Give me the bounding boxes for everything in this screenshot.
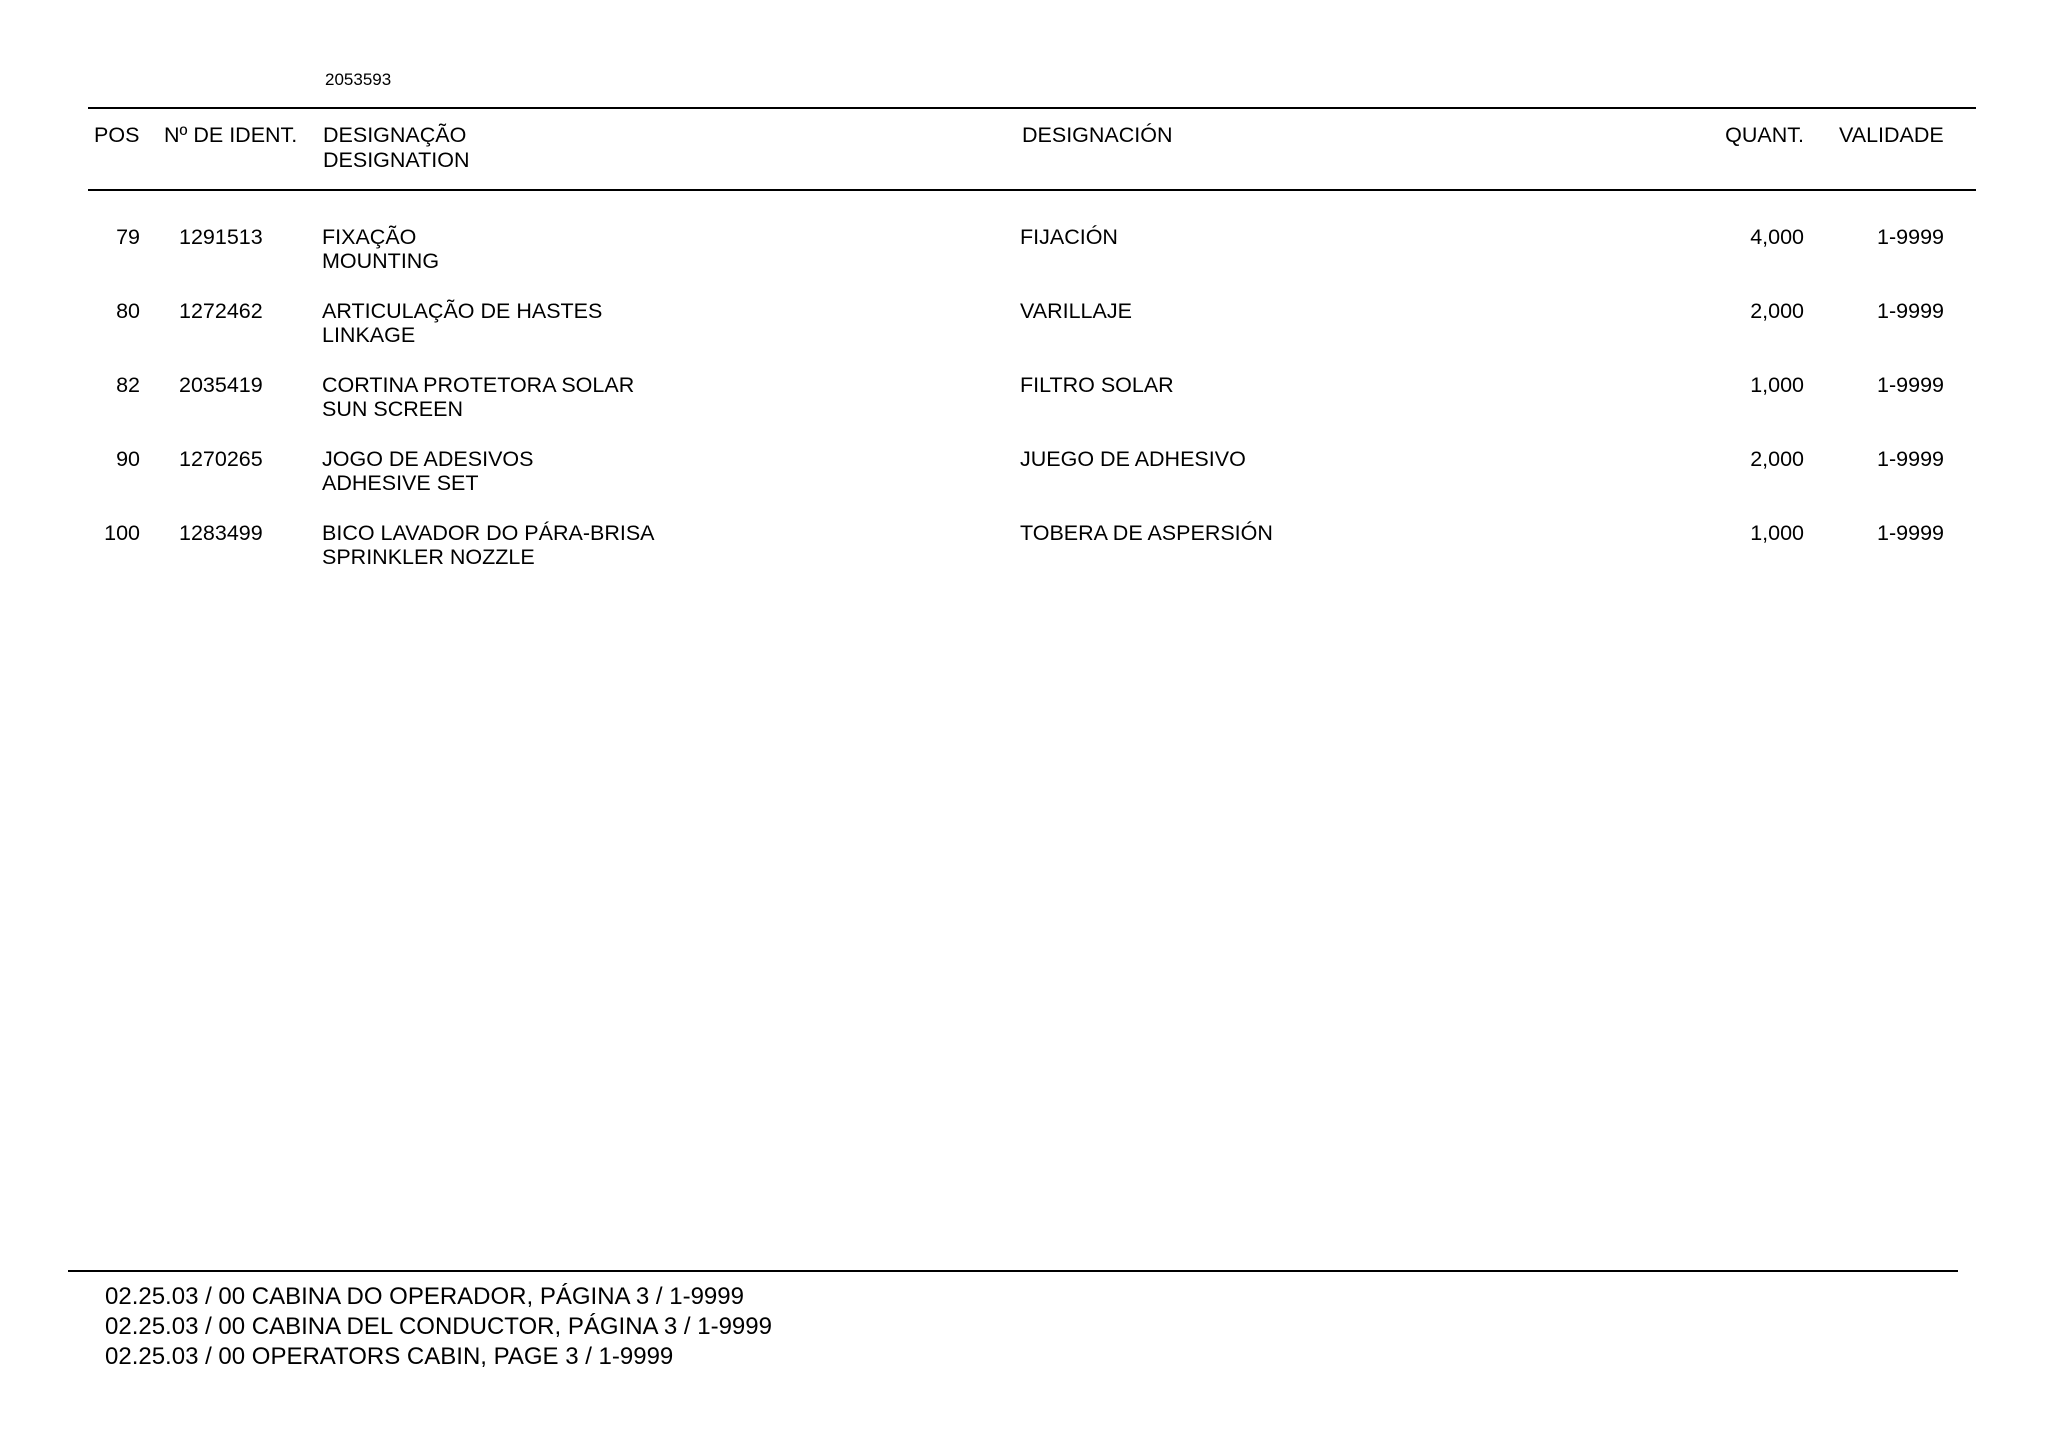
row-designation-pt: CORTINA PROTETORA SOLAR xyxy=(322,373,635,397)
row-pos: 100 xyxy=(104,521,140,545)
footer-line-en: 02.25.03 / 00 OPERATORS CABIN, PAGE 3 / 1-9999 xyxy=(105,1343,674,1370)
row-ident: 2035419 xyxy=(179,373,263,397)
row-pos: 79 xyxy=(116,225,140,249)
header-designation-pt: DESIGNAÇÃO xyxy=(323,123,467,147)
row-designation-en: MOUNTING xyxy=(322,249,440,273)
row-quantity: 4,000 xyxy=(1750,225,1804,249)
row-designation-en: ADHESIVE SET xyxy=(322,471,479,495)
row-ident: 1270265 xyxy=(179,447,263,471)
row-pos: 80 xyxy=(116,299,140,323)
table-row xyxy=(0,225,2048,299)
row-designation-pt: BICO LAVADOR DO PÁRA-BRISA xyxy=(322,521,655,545)
header-top-divider xyxy=(88,107,1976,109)
header-ident: Nº DE IDENT. xyxy=(164,123,298,147)
header-designation xyxy=(323,123,470,173)
row-quantity: 2,000 xyxy=(1750,447,1804,471)
row-quantity: 2,000 xyxy=(1750,299,1804,323)
header-designation-en: DESIGNATION xyxy=(323,148,470,172)
row-ident: 1272462 xyxy=(179,299,263,323)
row-designation-en: SPRINKLER NOZZLE xyxy=(322,545,535,569)
row-designation-es: JUEGO DE ADHESIVO xyxy=(1020,447,1246,471)
row-validity: 1-9999 xyxy=(1877,225,1944,249)
row-pos: 82 xyxy=(116,373,140,397)
row-pos: 90 xyxy=(116,447,140,471)
row-designation-es: FIJACIÓN xyxy=(1020,225,1118,249)
header-pos: POS xyxy=(94,123,140,147)
header-quantity: QUANT. xyxy=(1725,123,1804,147)
row-designation-pt: JOGO DE ADESIVOS xyxy=(322,447,534,471)
row-designation-pt: FIXAÇÃO xyxy=(322,225,417,249)
header-bottom-divider xyxy=(88,189,1976,191)
table-row xyxy=(0,299,2048,373)
header-validity: VALIDADE xyxy=(1839,123,1944,147)
row-ident: 1291513 xyxy=(179,225,263,249)
table-row xyxy=(0,447,2048,521)
row-designation-es: FILTRO SOLAR xyxy=(1020,373,1174,397)
document-number: 2053593 xyxy=(325,70,392,89)
table-row xyxy=(0,373,2048,447)
row-designation-en: LINKAGE xyxy=(322,323,416,347)
header-designation-es: DESIGNACIÓN xyxy=(1022,123,1173,147)
row-quantity: 1,000 xyxy=(1750,373,1804,397)
row-designation-pt: ARTICULAÇÃO DE HASTES xyxy=(322,299,603,323)
row-validity: 1-9999 xyxy=(1877,373,1944,397)
row-validity: 1-9999 xyxy=(1877,299,1944,323)
row-validity: 1-9999 xyxy=(1877,447,1944,471)
row-designation-en: SUN SCREEN xyxy=(322,397,463,421)
table-row xyxy=(0,521,2048,595)
footer-line-pt: 02.25.03 / 00 CABINA DO OPERADOR, PÁGINA 3 / 1-9999 xyxy=(105,1283,744,1310)
row-quantity: 1,000 xyxy=(1750,521,1804,545)
footer-divider xyxy=(68,1270,1958,1272)
row-designation-es: TOBERA DE ASPERSIÓN xyxy=(1020,521,1273,545)
row-validity: 1-9999 xyxy=(1877,521,1944,545)
footer-line-es: 02.25.03 / 00 CABINA DEL CONDUCTOR, PÁGINA 3 / 1-9999 xyxy=(105,1313,772,1340)
row-designation-es: VARILLAJE xyxy=(1020,299,1132,323)
row-ident: 1283499 xyxy=(179,521,263,545)
